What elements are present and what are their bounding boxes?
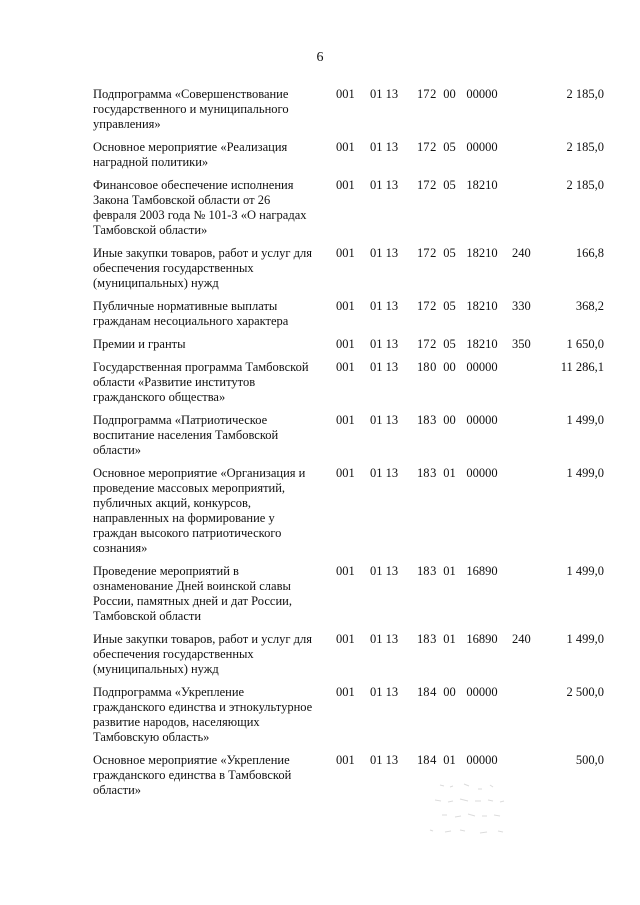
row-section-code: 01 13 xyxy=(370,685,399,699)
program-code-part: 00 xyxy=(443,360,456,374)
row-section-code: 01 13 xyxy=(370,632,399,646)
program-code-part: 17 xyxy=(417,87,430,101)
table-row xyxy=(0,337,640,352)
program-code-part: 2 xyxy=(430,87,437,101)
row-section-code: 01 13 xyxy=(370,246,399,260)
row-amount: 2 185,0 xyxy=(566,178,604,192)
row-name: Публичные нормативные выплаты гражданам несоциального характера xyxy=(93,299,289,328)
program-code-part: 4 xyxy=(430,685,437,699)
program-code-part: 18 xyxy=(417,632,430,646)
program-code-part: 17 xyxy=(417,178,430,192)
program-code-part: 17 xyxy=(417,337,430,351)
row-amount: 1 499,0 xyxy=(566,413,604,427)
row-vedom-code: 001 xyxy=(336,299,355,313)
program-code-part: 3 xyxy=(430,564,437,578)
row-vedom-code: 001 xyxy=(336,685,355,699)
program-code-part: 16890 xyxy=(466,564,498,578)
program-code-part: 05 xyxy=(443,246,456,260)
row-program-code xyxy=(417,632,498,647)
row-name: Финансовое обеспечение исполнения Закона Тамбовской области от 26 февраля 2003 года № 101-З «О наградах Тамбовской области» xyxy=(93,178,307,237)
row-section-code: 01 13 xyxy=(370,466,399,480)
row-expense-type: 240 xyxy=(512,632,531,646)
row-section-code: 01 13 xyxy=(370,360,399,374)
row-section-code: 01 13 xyxy=(370,87,399,101)
row-vedom-code: 001 xyxy=(336,753,355,767)
program-code-part: 00000 xyxy=(466,87,498,101)
program-code-part: 17 xyxy=(417,246,430,260)
program-code-part: 18210 xyxy=(466,337,498,351)
row-vedom-code: 001 xyxy=(336,87,355,101)
row-amount: 500,0 xyxy=(575,753,604,767)
table-row xyxy=(0,299,640,329)
row-vedom-code: 001 xyxy=(336,337,355,351)
table-row xyxy=(0,87,640,132)
row-program-code xyxy=(417,299,498,314)
table-row xyxy=(0,564,640,624)
row-name: Иные закупки товаров, работ и услуг для обеспечения государственных (муниципальных) нужд xyxy=(93,246,313,290)
program-code-part: 00 xyxy=(443,413,456,427)
row-vedom-code: 001 xyxy=(336,632,355,646)
program-code-part: 00000 xyxy=(466,413,498,427)
row-amount: 1 499,0 xyxy=(566,632,604,646)
row-amount: 368,2 xyxy=(575,299,604,313)
row-expense-type: 350 xyxy=(512,337,531,351)
row-program-code xyxy=(417,753,498,768)
row-amount: 166,8 xyxy=(575,246,604,260)
program-code-part: 18 xyxy=(417,753,430,767)
row-section-code: 01 13 xyxy=(370,753,399,767)
row-amount: 2 185,0 xyxy=(566,87,604,101)
table-row xyxy=(0,246,640,291)
program-code-part: 00 xyxy=(443,87,456,101)
row-name: Подпрограмма «Совершенствование государственного и муниципального управления» xyxy=(93,87,289,131)
program-code-part: 3 xyxy=(430,466,437,480)
row-name: Проведение мероприятий в ознаменование Дней воинской славы России, памятных дней и дат России, Тамбовской области xyxy=(93,564,292,623)
program-code-part: 18 xyxy=(417,466,430,480)
row-section-code: 01 13 xyxy=(370,337,399,351)
row-name: Иные закупки товаров, работ и услуг для обеспечения государственных (муниципальных) нужд xyxy=(93,632,313,676)
program-code-part: 01 xyxy=(443,564,456,578)
program-code-part: 2 xyxy=(430,299,437,313)
row-section-code: 01 13 xyxy=(370,564,399,578)
program-code-part: 05 xyxy=(443,140,456,154)
row-program-code xyxy=(417,466,498,481)
program-code-part: 01 xyxy=(443,466,456,480)
row-vedom-code: 001 xyxy=(336,140,355,154)
row-name: Государственная программа Тамбовской области «Развитие институтов гражданского общества» xyxy=(93,360,309,404)
program-code-part: 01 xyxy=(443,753,456,767)
row-vedom-code: 001 xyxy=(336,360,355,374)
row-program-code xyxy=(417,360,498,375)
row-amount: 1 650,0 xyxy=(566,337,604,351)
program-code-part: 3 xyxy=(430,413,437,427)
program-code-part: 4 xyxy=(430,753,437,767)
faded-stamp-mark xyxy=(420,775,530,845)
program-code-part: 18210 xyxy=(466,178,498,192)
row-vedom-code: 001 xyxy=(336,466,355,480)
table-row xyxy=(0,178,640,238)
program-code-part: 05 xyxy=(443,299,456,313)
row-amount: 11 286,1 xyxy=(560,360,604,374)
program-code-part: 18210 xyxy=(466,299,498,313)
row-section-code: 01 13 xyxy=(370,413,399,427)
program-code-part: 00 xyxy=(443,685,456,699)
table-row xyxy=(0,360,640,405)
program-code-part: 17 xyxy=(417,140,430,154)
row-section-code: 01 13 xyxy=(370,299,399,313)
program-code-part: 18 xyxy=(417,360,430,374)
row-expense-type: 240 xyxy=(512,246,531,260)
row-vedom-code: 001 xyxy=(336,178,355,192)
row-program-code xyxy=(417,140,498,155)
row-program-code xyxy=(417,87,498,102)
row-program-code xyxy=(417,413,498,428)
program-code-part: 00000 xyxy=(466,466,498,480)
row-program-code xyxy=(417,178,498,193)
row-program-code xyxy=(417,685,498,700)
row-name: Основное мероприятие «Организация и проведение массовых мероприятий, публичных акций, конкурсов, направленных на формирование у граждан высокого патриотического сознания» xyxy=(93,466,306,555)
row-name: Основное мероприятие «Реализация наградной политики» xyxy=(93,140,288,169)
row-section-code: 01 13 xyxy=(370,178,399,192)
program-code-part: 2 xyxy=(430,246,437,260)
row-name: Основное мероприятие «Укрепление гражданского единства в Тамбовской области» xyxy=(93,753,292,797)
row-program-code xyxy=(417,246,498,261)
table-row xyxy=(0,753,640,798)
row-vedom-code: 001 xyxy=(336,246,355,260)
row-amount: 1 499,0 xyxy=(566,466,604,480)
table-row xyxy=(0,685,640,745)
row-name: Подпрограмма «Патриотическое воспитание населения Тамбовской области» xyxy=(93,413,279,457)
program-code-part: 2 xyxy=(430,337,437,351)
program-code-part: 01 xyxy=(443,632,456,646)
row-vedom-code: 001 xyxy=(336,564,355,578)
program-code-part: 18210 xyxy=(466,246,498,260)
program-code-part: 18 xyxy=(417,685,430,699)
table-row xyxy=(0,632,640,677)
program-code-part: 0 xyxy=(430,360,437,374)
program-code-part: 17 xyxy=(417,299,430,313)
row-vedom-code: 001 xyxy=(336,413,355,427)
program-code-part: 18 xyxy=(417,413,430,427)
page-number: 6 xyxy=(316,50,324,65)
row-expense-type: 330 xyxy=(512,299,531,313)
program-code-part: 2 xyxy=(430,140,437,154)
program-code-part: 2 xyxy=(430,178,437,192)
program-code-part: 00000 xyxy=(466,360,498,374)
row-amount: 1 499,0 xyxy=(566,564,604,578)
program-code-part: 16890 xyxy=(466,632,498,646)
program-code-part: 00000 xyxy=(466,140,498,154)
row-program-code xyxy=(417,564,498,579)
program-code-part: 3 xyxy=(430,632,437,646)
table-row xyxy=(0,466,640,556)
row-section-code: 01 13 xyxy=(370,140,399,154)
program-code-part: 00000 xyxy=(466,685,498,699)
program-code-part: 05 xyxy=(443,178,456,192)
program-code-part: 00000 xyxy=(466,753,498,767)
row-name: Подпрограмма «Укрепление гражданского единства и этнокультурное развитие народов, населяющих Тамбовскую область» xyxy=(93,685,313,744)
row-name: Премии и гранты xyxy=(93,337,186,351)
program-code-part: 18 xyxy=(417,564,430,578)
budget-table xyxy=(0,87,640,806)
table-row xyxy=(0,413,640,458)
row-amount: 2 185,0 xyxy=(566,140,604,154)
row-program-code xyxy=(417,337,498,352)
row-amount: 2 500,0 xyxy=(566,685,604,699)
table-row xyxy=(0,140,640,170)
program-code-part: 05 xyxy=(443,337,456,351)
